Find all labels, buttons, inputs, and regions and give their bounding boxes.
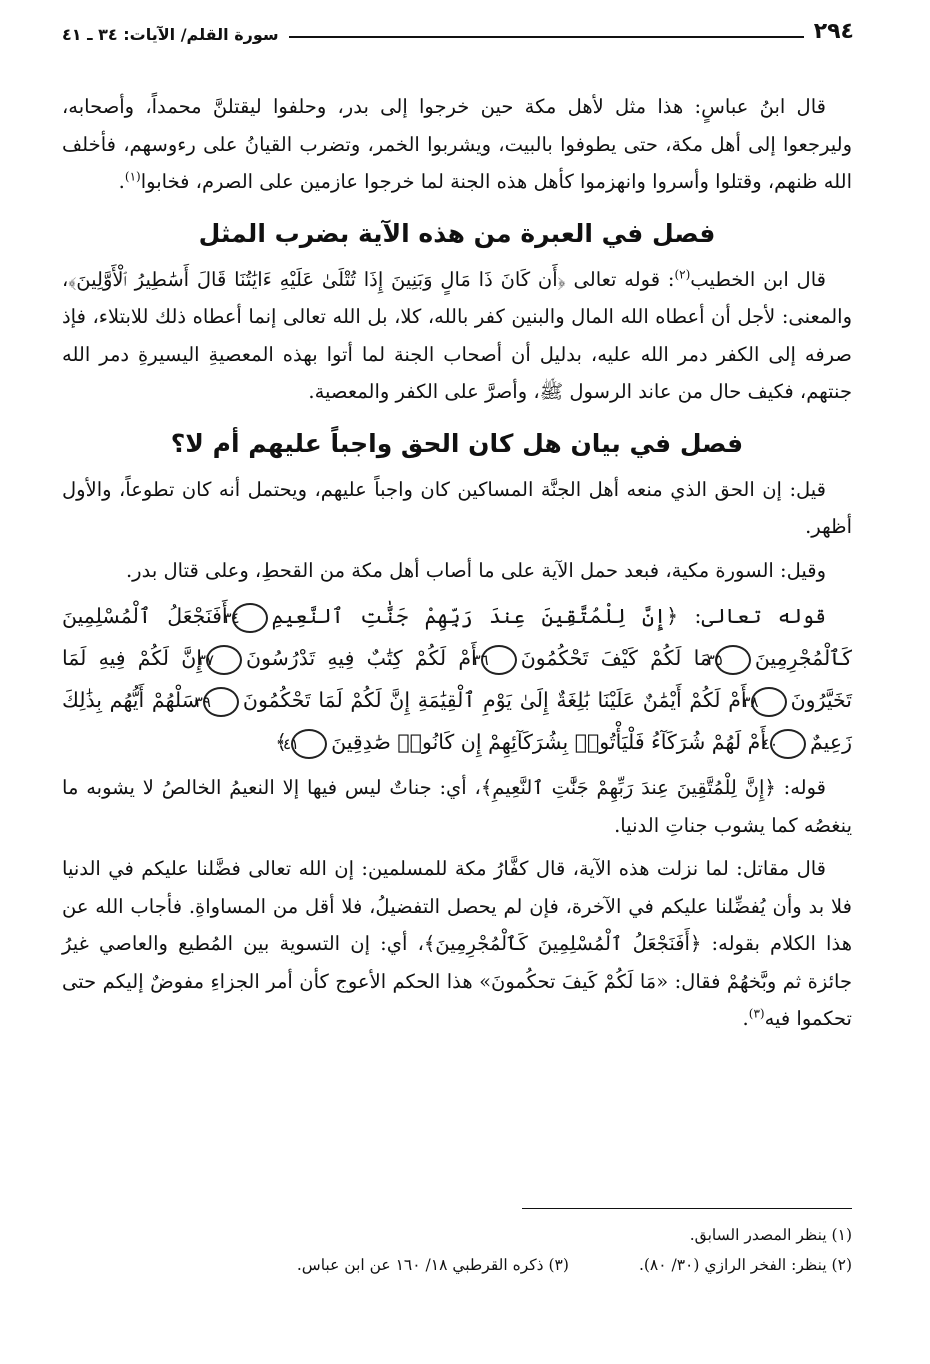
paragraph-muqatil: قال مقاتل: لما نزلت هذه الآية، قال كفَّارُ مكة للمسلمين: إن الله تعالى فضَّلنا عليكم في الدنيا فلا بد وأن يُفضِّلنا عليكم في الآخرة، فإن لم يحصل التفضيلُ، فلا أقل من المساواةِ. فأجاب الله عن هذا الكلام بقوله: ﴿أَفَنَجْعَلُ ٱلْمُسْلِمِينَ كَٱلْمُجْرِمِينَ﴾، أي: إن التسوية بين المُطيع والعاصي غيرُ جائزة ثم وبَّخهُمْ فقال: «مَا لَكُمْ كَيفَ تحكُمونَ» هذا الحكم الأعوج كأن أمر الجزاءِ مفوضٌ إليكم حتى تحكموا فيه$^{(٣)}$. [62, 857, 852, 1030]
paragraph-qila-1: قيل: إن الحق الذي منعه أهل الجنَّة المساكين كان واجباً عليهم، ويحتمل أنه كان تطوعاً، والأول أظهر. [62, 477, 852, 538]
ayah-number-38: ٣٨ [751, 687, 787, 717]
footnote-2: (٢) ينظر: الفخر الرازي (٣٠/ ٨٠). [638, 1256, 852, 1274]
footnotes [62, 1220, 852, 1280]
ayah-number-36: ٣٦ [481, 645, 517, 675]
quran-verses-block [62, 595, 852, 763]
quran-verses: قوله تعالى: ﴿إِنَّ لِلْمُتَّقِينَ عِندَ رَبِّهِمْ جَنَّٰتِ ٱلنَّعِيمِ٣٤أَفَنَجْعَلُ ٱلْمُسْلِمِينَ كَٱلْمُجْرِمِينَ٣٥مَا لَكُمْ كَيْفَ تَحْكُمُونَ٣٦أَمْ لَكُمْ كِتَٰبٌ فِيهِ تَدْرُسُونَ٣٧إِنَّ لَكُمْ فِيهِ لَمَا تَخَيَّرُونَ٣٨أَمْ لَكُمْ أَيْمَٰنٌ عَلَيْنَا بَٰلِغَةٌ إِلَىٰ يَوْمِ ٱلْقِيَٰمَةِ إِنَّ لَكُمْ لَمَا تَحْكُمُونَ٣٩سَلْهُمْ أَيُّهُم بِذَٰلِكَ زَعِيمٌ٤٠أَمْ لَهُمْ شُرَكَآءُ فَلْيَأْتُوا۟ بِشُرَكَآئِهِمْ إِن كَانُوا۟ صَٰدِقِينَ٤١﴾ [62, 595, 852, 763]
section-heading-lesson: فصل في العبرة من هذه الآية بضرب المثل [198, 218, 716, 248]
footnote-ref-1: (١) [124, 169, 141, 184]
paragraph-ibn-abbas: قال ابنُ عباسٍ: هذا مثل لأهل مكة حين خرجوا إلى بدر، وحلفوا ليقتلنَّ محمداً، وأصحابه، وليرجعوا إلى أهل مكة، حتى يطوفوا بالبيت، ويشربوا الخمر، وتضرب القيانُ على رءوسهم، فأخلف الله ظنهم، وقتلوا وأسروا وانهزموا كأهل هذه الجنة لما خرجوا عازمين على الصرم، فخابوا$^{(١)}$. [62, 95, 852, 193]
surah-title: سورة القلم/ الآيات: ٣٤ ـ ٤١ [62, 25, 279, 44]
paragraph-ibn-khatib: قال ابن الخطيب$^{(٢)}$: قوله تعالى ﴿أَن كَانَ ذَا مَالٍ وَبَنِينَ إِذَا تُتْلَىٰ عَلَيْهِ ءَايَٰتُنَا قَالَ أَسَٰطِيرُ ٱلْأَوَّلِينَ﴾، والمعنى: لأجل أن أعطاه الله المال والبنين كفر بالله، كلا، بل الله تعالى إنما أعطاه ذلك للابتلاء، فإذ صرفه إلى الكفر دمر الله عليه، بدليل أن أصحاب الجنة لما أتوا بهذه المعصيةِ اليسيرةِ دمر الله جنتهم، فكيف حال من عاند الرسول ﷺ، وأصرَّ على الكفر والمعصية. [62, 267, 852, 403]
footnote-ref-3: (٣) [748, 1006, 765, 1021]
section-heading-obligation: فصل في بيان هل كان الحق واجباً عليهم أم لا؟ [170, 428, 744, 458]
paragraph-qila-2: وقيل: السورة مكية، فبعد حمل الآية على ما أصاب أهل مكة من القحطِ، وعلى قتال بدر. [125, 558, 826, 582]
ayah-number-35: ٣٥ [715, 645, 751, 675]
ayah-number-40: ٤٠ [770, 729, 806, 759]
ayah-number-37: ٣٧ [206, 645, 242, 675]
ayah-number-41: ٤١ [291, 729, 327, 759]
footnote-3: (٣) ذكره القرطبي ١٨/ ١٦٠ عن ابن عباس. [296, 1256, 569, 1274]
running-header [62, 14, 854, 44]
footnote-separator [522, 1208, 852, 1209]
footnote-ref-2: (٢) [674, 267, 691, 281]
ayah-number-39: ٣٩ [203, 687, 239, 717]
page-body [62, 88, 852, 1038]
ayah-number-34: ٣٤ [232, 603, 268, 633]
paragraph-tafsir: قوله: ﴿إِنَّ لِلْمُتَّقِينَ عِندَ رَبِّهِمْ جَنَّٰتِ ٱلنَّعِيمِ﴾، أي: جناتٌ ليس فيها إلا النعيمُ الخالصُ لا يشوبه ما ينغصُه كما يشوب جناتِ الدنيا. [62, 776, 852, 837]
footnote-1: (١) ينظر المصدر السابق. [689, 1226, 852, 1244]
page-number: ٢٩٤ [813, 19, 854, 44]
header-rule [289, 36, 804, 38]
